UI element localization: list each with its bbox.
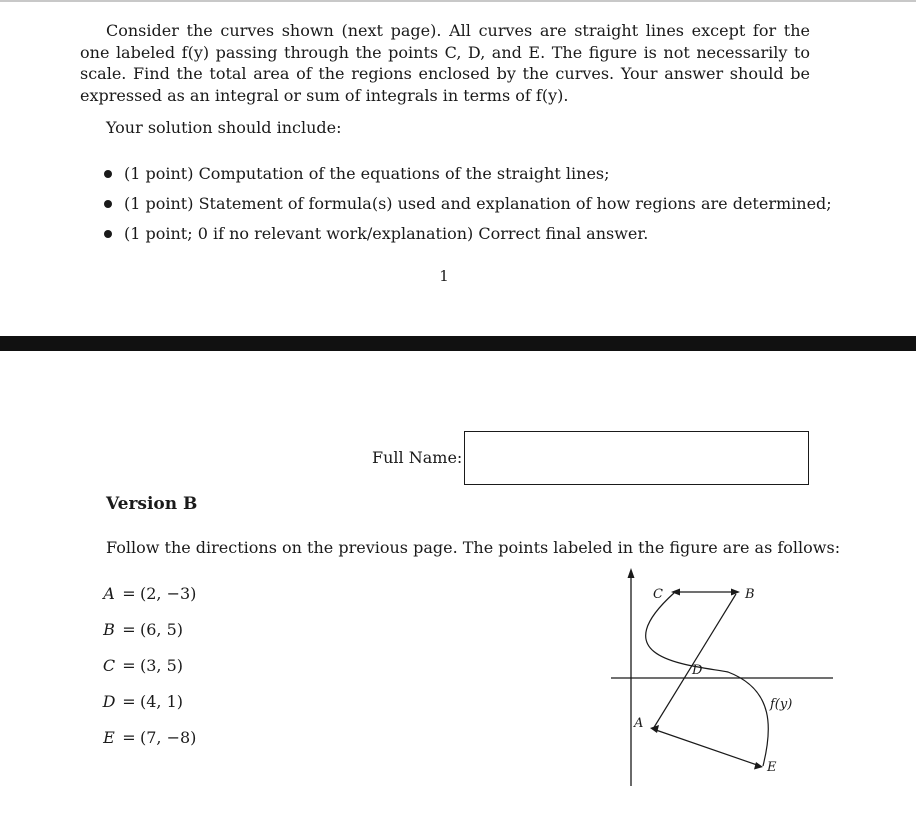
point-label: B <box>103 620 115 639</box>
page-number: 1 <box>439 267 449 285</box>
label-f: f(y) <box>770 697 793 712</box>
point-value: (3, 5) <box>140 656 184 675</box>
equals-sign: = <box>122 656 136 675</box>
label-d: D <box>692 663 703 678</box>
point-value: (6, 5) <box>140 620 184 639</box>
solution-intro: Your solution should include: <box>106 118 342 137</box>
line-ba <box>653 594 736 729</box>
equals-sign: = <box>122 584 136 603</box>
point-label: C <box>102 656 116 675</box>
full-name-label: Full Name: <box>372 448 463 467</box>
version-heading: Version B <box>106 494 198 514</box>
label-b: B <box>745 587 755 602</box>
arrow-e-icon <box>754 762 763 770</box>
point-label: D <box>102 692 116 711</box>
rubric-item-text: (1 point) Statement of formula(s) used and explanation of how regions are determined; <box>124 194 832 213</box>
curve-f <box>646 593 769 766</box>
point-label: A <box>103 584 115 603</box>
y-axis-arrow-icon <box>628 568 635 578</box>
point-label: E <box>103 728 115 747</box>
rubric-item-text: (1 point) Computation of the equations of the straight lines; <box>124 164 610 183</box>
label-c: C <box>653 587 663 602</box>
label-a: A <box>634 716 644 731</box>
directions-text: Follow the directions on the previous page. The points labeled in the figure are as follows: <box>106 538 841 557</box>
point-value: (7, −8) <box>140 728 197 747</box>
line-ae <box>653 729 760 766</box>
point-value: (2, −3) <box>140 584 197 603</box>
label-e: E <box>767 760 777 775</box>
equals-sign: = <box>122 692 136 711</box>
problem-paragraph: Consider the curves shown (next page). All curves are straight lines except for the one labeled f(y) passing through the points C, D, and E. The figure is not necessarily to scale. Find the total area of the regions enclosed by the curves. Your answer should be expressed as an integral or sum of integrals in terms of f(y). <box>80 21 810 105</box>
rubric-item-text: (1 point; 0 if no relevant work/explanation) Correct final answer. <box>124 224 649 243</box>
equals-sign: = <box>122 728 136 747</box>
point-value: (4, 1) <box>140 692 184 711</box>
equals-sign: = <box>122 620 136 639</box>
